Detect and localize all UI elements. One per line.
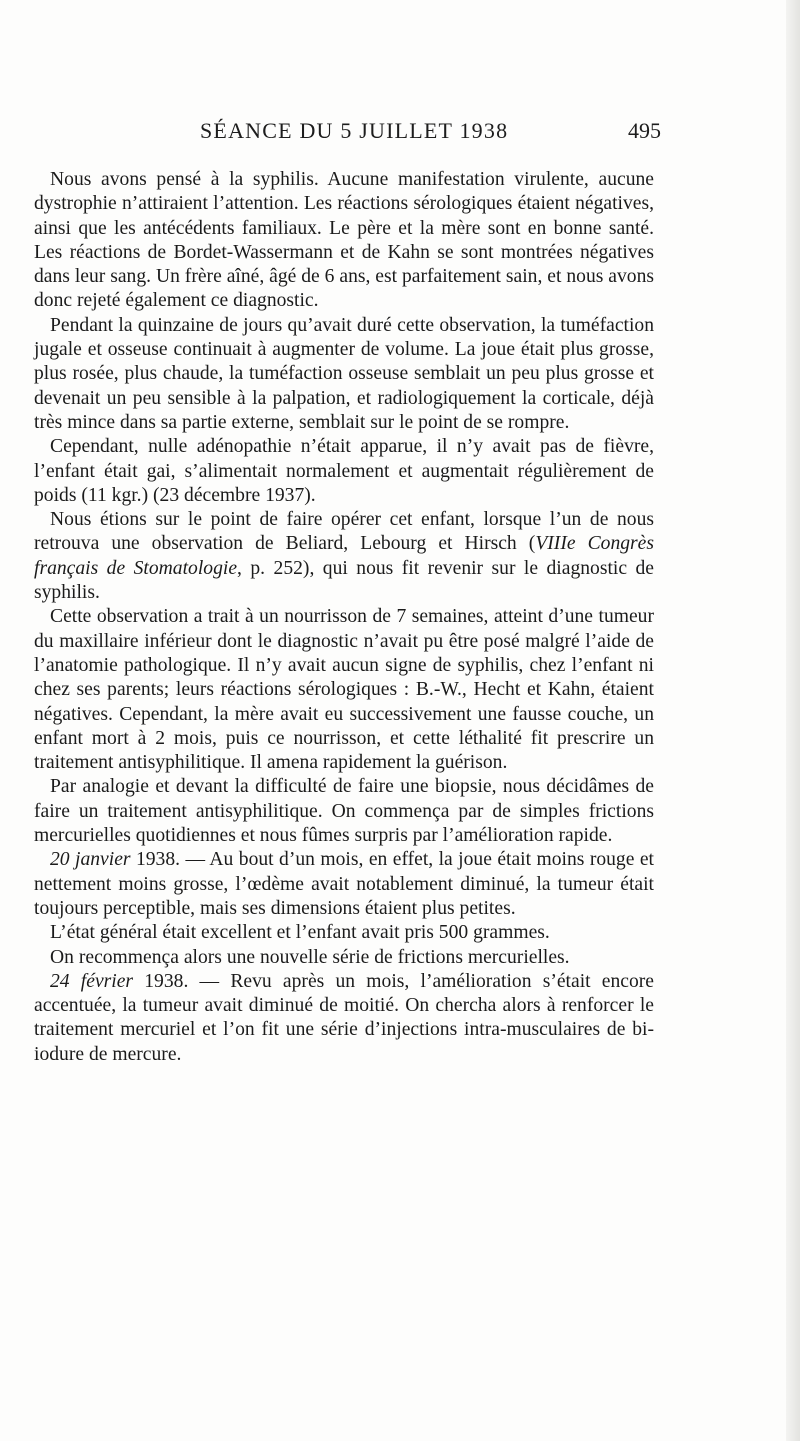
paragraph-10-text: 1938. — Revu après un mois, l’amélioration s’était encore accentuée, la tumeur avait diminué de moitié. On chercha alors à renforcer le traitement mercuriel et l’on fit une série d’injections intra-musculaires de bi-iodure de mercure. <box>34 970 654 1065</box>
paragraph-10 <box>34 970 654 1067</box>
running-head: SÉANCE DU 5 JUILLET 1938 <box>200 118 509 143</box>
paragraph-9: On recommença alors une nouvelle série de frictions mercurielles. <box>50 946 570 968</box>
date-entry-january: 20 janvier <box>50 849 131 871</box>
paragraph-5: Cette observation a trait à un nourrisson de 7 semaines, atteint d’une tumeur du maxillaire inférieur dont le diagnostic n’avait pu être posé malgré l’aide de l’anatomie pathologique. Il n’y avait aucun signe de syphilis, chez l’enfant ni chez ses parents; leurs réactions sérologiques : B.-W., Hecht et Kahn, étaient négatives. Cependant, la mère avait eu successivement une fausse couche, un enfant mort à 2 mois, puis ce nourrisson, et cette léthalité fit prescrire un traitement antisyphilitique. Il amena rapidement la guérison. <box>34 606 654 774</box>
page-number: 495 <box>628 118 661 143</box>
paragraph-7-text: 1938. — Au bout d’un mois, en effet, la joue était moins rouge et nettement moins grosse, l’œdème avait notablement diminué, la tumeur était toujours perceptible, mais ses dimensions étaient plus petites. <box>34 849 654 919</box>
paragraph-4 <box>34 508 654 605</box>
paragraph-3: Cependant, nulle adénopathie n’était apparue, il n’y avait pas de fièvre, l’enfant était gai, s’alimentait normalement et augmentait régulièrement de poids (11 kgr.) (23 décembre 1937). <box>34 436 654 506</box>
paragraph-4-text-before: Nous étions sur le point de faire opérer cet enfant, lorsque l’un de nous retrouva une observation de Beliard, Lebourg et Hirsch ( <box>34 509 654 555</box>
date-entry-february: 24 février <box>50 970 134 992</box>
body-text <box>34 168 654 1067</box>
paragraph-8: L’état général était excellent et l’enfant avait pris 500 grammes. <box>50 922 550 944</box>
paragraph-7 <box>34 848 654 921</box>
paragraph-6: Par analogie et devant la difficulté de faire une biopsie, nous décidâmes de faire un traitement antisyphilitique. On commença par de simples frictions mercurielles quotidiennes et nous fûmes surpris par l’amélioration rapide. <box>34 776 654 847</box>
citation: VIIIe Congrès français de Stomatologie <box>34 533 654 579</box>
paragraph-4-text-after: , p. 252), qui nous fit revenir sur le diagnostic de syphilis. <box>34 557 654 604</box>
page-header <box>0 116 800 152</box>
paragraph-1: Nous avons pensé à la syphilis. Aucune manifestation virulente, aucune dystrophie n’attiraient l’attention. Les réactions sérologiques étaient négatives, ainsi que les antécédents familiaux. Le père et la mère sont en bonne santé. Les réactions de Bordet-Wassermann et de Kahn se sont montrées négatives dans leur sang. Un frère aîné, âgé de 6 ans, est parfaitement sain, et nous avons donc rejeté également ce diagnostic. <box>34 169 654 312</box>
page-gutter-shadow <box>786 0 800 1441</box>
paragraph-2: Pendant la quinzaine de jours qu’avait duré cette observation, la tuméfaction jugale et osseuse continuait à augmenter de volume. La joue était plus grosse, plus rosée, plus chaude, la tuméfaction osseuse semblait un peu plus grosse et devenait un peu sensible à la palpation, et radiologiquement la corticale, déjà très mince dans sa partie externe, semblait sur le point de se rompre. <box>34 314 654 433</box>
